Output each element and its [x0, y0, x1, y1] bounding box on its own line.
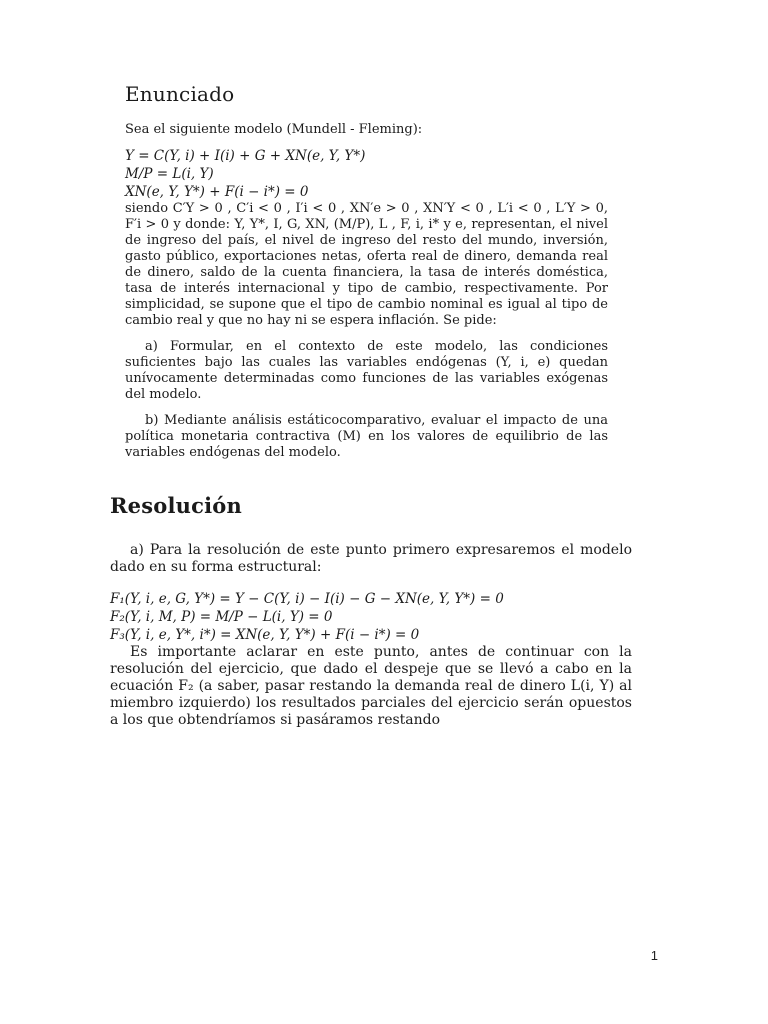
item-b: b) Mediante análisis estáticocomparativo, evaluar el impacto de una política monetaria contractiva (M) en los valores de equilibrio de las variables endógenas del modelo.	[125, 413, 608, 460]
conditions-paragraph: siendo C′Y > 0 , C′i < 0 , I′i < 0 , XN′e > 0 , XN′Y < 0 , L′i < 0 , L′Y > 0, F′i > 0 y donde: Y, Y*, I, G, XN, (M/P), L , F, i, i* y e, representan, el nivel de ingreso del país, el nivel de ingreso del resto del mundo, inversión, gasto público, exportaciones netas, oferta real de dinero, demanda real de dinero, saldo de la cuenta financiera, la tasa de interés doméstica, tasa de interés internacional y tipo de cambio, respectivamente. Por simplicidad, se supone que el tipo de cambio nominal es igual al tipo de cambio real y que no hay ni se espera inflación. Se pide:	[125, 201, 608, 328]
structural-equation-f1: F₁(Y, i, e, G, Y*) = Y − C(Y, i) − I(i) − G − XN(e, Y, Y*) = 0	[110, 591, 504, 607]
enunciado-intro: Sea el siguiente modelo (Mundell - Fleming):	[125, 122, 423, 137]
resolucion-section	[110, 492, 632, 729]
structural-equation-f2: F₂(Y, i, M, P) = M/P − L(i, Y) = 0	[110, 609, 333, 625]
resolucion-paragraph: Es importante aclarar en este punto, antes de continuar con la resolución del ejercicio, que dado el despeje que se llevó a cabo en la ecuación F₂ (a saber, pasar restando la demanda real de dinero L(i, Y) al miembro izquierdo) los resultados parciales del ejercicio serán opuestos a los que obtendríamos si pasáramos restando	[110, 644, 632, 728]
structural-equation-f3: F₃(Y, i, e, Y*, i*) = XN(e, Y, Y*) + F(i − i*) = 0	[110, 627, 420, 643]
item-a: a) Formular, en el contexto de este modelo, las condiciones suficientes bajo las cuales las variables endógenas (Y, i, e) quedan unívocamente determinadas como funciones de las variables exógenas del modelo.	[125, 339, 608, 402]
resolucion-heading: Resolución	[110, 493, 242, 518]
enunciado-body	[125, 122, 608, 461]
equation-lm: M/P = L(i, Y)	[125, 166, 214, 182]
equation-is: Y = C(Y, i) + I(i) + G + XN(e, Y, Y*)	[125, 148, 366, 164]
page-number: 1	[650, 948, 658, 963]
resolucion-body	[110, 542, 632, 729]
enunciado-section	[125, 80, 608, 461]
equation-bp: XN(e, Y, Y*) + F(i − i*) = 0	[125, 184, 309, 200]
enunciado-heading: Enunciado	[125, 82, 235, 106]
resolucion-intro: a) Para la resolución de este punto primero expresaremos el modelo dado en su forma estructural:	[110, 542, 632, 575]
